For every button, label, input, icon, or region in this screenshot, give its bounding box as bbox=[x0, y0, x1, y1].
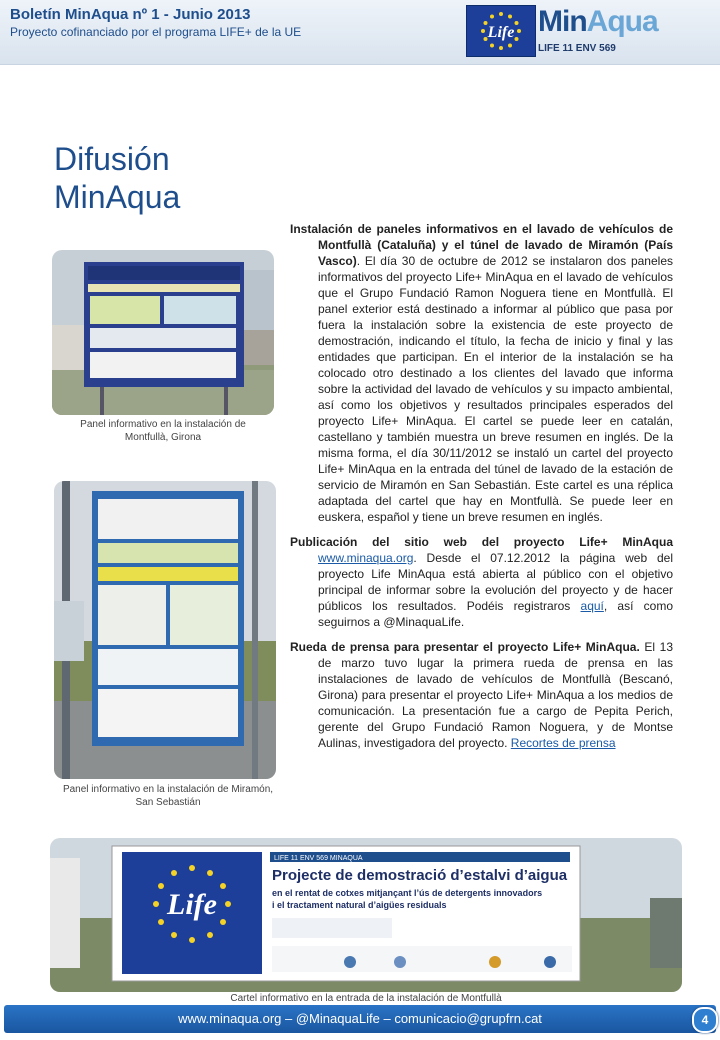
banner-subtitle-1: en el rentat de cotxes mitjançant l’ús de detergents innovadors bbox=[272, 888, 543, 898]
svg-text:Life: Life bbox=[487, 24, 515, 41]
photo-caption: Cartel informativo en la entrada de la instalación de Montfullà bbox=[230, 993, 502, 1004]
svg-text:Life: Life bbox=[167, 888, 217, 921]
bulletin-subtitle: Proyecto cofinanciado por el programa LIFE+ de la UE bbox=[10, 25, 302, 39]
minaqua-logo bbox=[466, 5, 658, 55]
banner-code: LIFE 11 ENV 569 MINAQUA bbox=[274, 855, 363, 862]
banner-subtitle-2: i el tractament natural d’aigües residuals bbox=[272, 900, 447, 910]
paragraph-paneles: Instalación de paneles informativos en el lavado de vehículos de Montfullà (Cataluña) y el túnel de lavado de Miramón (País Vasco). El día 30 de octubre de 2012 se instalaron dos paneles informativos del proyecto Life+ MinAqua en el lavado de vehículos que el Grupo Fundació Ramon Noguera tiene en Montfullà. El panel exterior está destinado a informar al público que pasa por fuera la instalación sobre la existencia de este proyecto de demostración, indicando el título, la fecha de inicio y final y las entidades que participan. En el interior de la instalación se ha colocado otro destinado a los clientes del lavado que informa sobre la actividad del lavado de vehículos y su impacto ambiental, así como los objetivos y resultados principales esperados del proyecto Life+ MinAqua. El cartel se puede leer en catalán, castellano y también muestra un breve resumen en inglés. De la misma forma, el día 30/11/2012 se instaló un cartel del proyecto Life+ MinAqua en la entrada del túnel de lavado de la estación de servicio de Miramón en San Sebastián. Este cartel es una réplica adaptada del cartel que hay en Montfullà. Se puede leer en euskera, español y tiene un breve resumen en inglés. bbox=[290, 222, 673, 524]
bulletin-title: Boletín MinAqua nº 1 - Junio 2013 bbox=[10, 6, 251, 23]
photo-miramon-panel bbox=[54, 481, 276, 779]
article-body bbox=[290, 221, 673, 760]
paragraph-web: Publicación del sitio web del proyecto Life+ MinAqua www.minaqua.org. Desde el 07.12.2012 la página web del proyecto Life MinAqua está abierta al público con el objetivo principal de informar sobre la evolución del proyecto y de hacer públicos los resultados. Podéis registraros aquí, así como seguirnos a @MinaquaLife. bbox=[290, 535, 673, 629]
footer-contact: www.minaqua.org – @MinaquaLife – comunicacio@grupfrn.cat bbox=[178, 1011, 542, 1026]
photo-montfulla-banner bbox=[50, 838, 682, 992]
brand-name: MinAqua bbox=[538, 5, 658, 38]
press-clippings-link[interactable]: Recortes de prensa bbox=[510, 736, 616, 750]
eu-flag-icon bbox=[466, 5, 536, 57]
header bbox=[0, 0, 720, 65]
register-link[interactable]: aquí bbox=[580, 599, 604, 613]
photo-caption: Panel informativo en la instalación de Miramón, San Sebastián bbox=[62, 784, 274, 808]
life-code: LIFE 11 ENV 569 bbox=[538, 43, 616, 54]
page-title: Difusión MinAqua bbox=[54, 141, 181, 215]
photo-caption: Panel informativo en la instalación de Montfullà, Girona bbox=[80, 419, 246, 443]
paragraph-prensa: Rueda de prensa para presentar el proyecto Life+ MinAqua. El 13 de marzo tuvo lugar la primera rueda de prensa en las instalaciones de lavado de vehículos de Montfullà (Bescanó, Girona) para presentar el proyecto Life+ MinAqua a los medios de comunicación. La presentación fue a cargo de Pepita Perich, gerente del Grupo Fundació Ramon Noguera, y de Montse Aulinas, investigadora del proyecto. Recortes de prensa bbox=[290, 640, 674, 750]
photo-montfulla-panel bbox=[52, 250, 274, 415]
website-link[interactable]: www.minaqua.org bbox=[318, 551, 414, 565]
page-number: 4 bbox=[692, 1007, 718, 1033]
banner-title: Projecte de demostració d’estalvi d’aigua bbox=[272, 867, 568, 884]
footer-bar bbox=[4, 1005, 716, 1033]
